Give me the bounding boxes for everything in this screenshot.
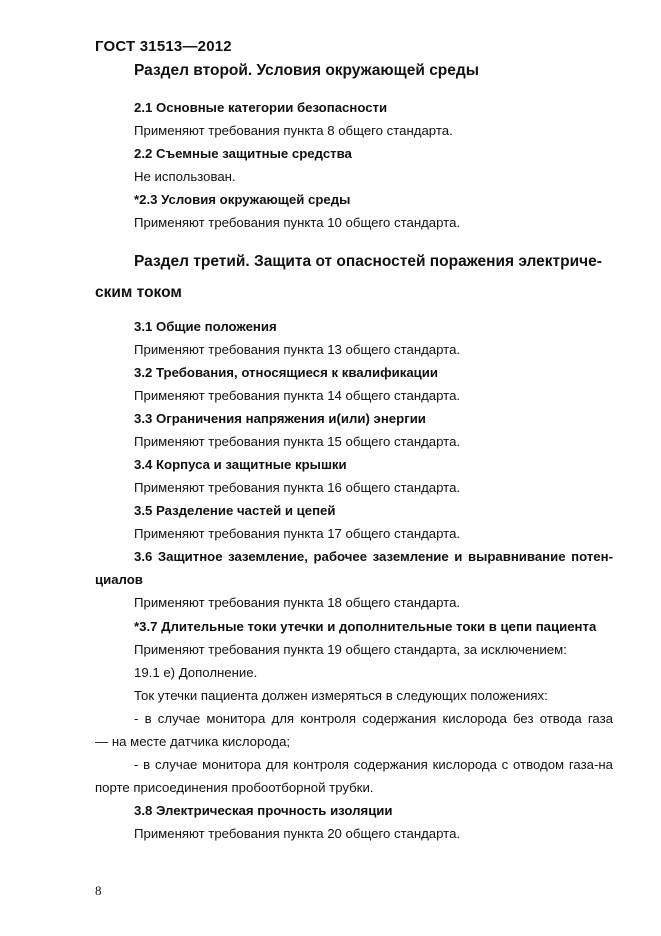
clause-3-4-text: Применяют требования пункта 16 общего стандарта.	[134, 480, 461, 495]
clause-2-3-text: Применяют требования пункта 10 общего стандарта.	[134, 215, 461, 230]
page-number: 8	[95, 883, 102, 898]
standard-header: ГОСТ 31513—2012	[95, 38, 232, 55]
section-2-title: Раздел второй. Условия окружающей среды	[134, 62, 479, 79]
clause-3-2-heading: 3.2 Требования, относящиеся к квалификации	[134, 365, 438, 380]
clause-3-2-text: Применяют требования пункта 14 общего стандарта.	[134, 388, 461, 403]
clause-3-5-heading: 3.5 Разделение частей и цепей	[134, 503, 336, 518]
clause-3-6-heading: 3.6 Защитное заземление, рабочее заземление и выравнивание потен-	[134, 549, 613, 564]
clause-2-1-heading: 2.1 Основные категории безопасности	[134, 100, 388, 115]
clause-3-7-subpoint: 19.1 е) Дополнение.	[134, 665, 258, 680]
clause-3-7-bullet-1-cont: — на месте датчика кислорода;	[95, 734, 291, 749]
clause-3-7-bullet-2-cont: порте присоединения пробоотборной трубки.	[95, 780, 374, 795]
clause-3-1-heading: 3.1 Общие положения	[134, 319, 277, 334]
clause-3-5-text: Применяют требования пункта 17 общего стандарта.	[134, 526, 461, 541]
section-3-title: Раздел третий. Защита от опасностей поражения электриче- ским током	[95, 253, 602, 301]
clause-3-7-text: Применяют требования пункта 19 общего стандарта, за исключением:	[134, 642, 567, 657]
clause-2-1-text: Применяют требования пункта 8 общего стандарта.	[134, 123, 453, 138]
clause-3-1-text: Применяют требования пункта 13 общего стандарта.	[134, 342, 461, 357]
clause-2-3-heading: *2.3 Условия окружающей среды	[134, 192, 351, 207]
clause-3-7-heading: *3.7 Длительные токи утечки и дополнительные токи в цепи пациента	[134, 619, 597, 634]
clause-3-4-heading: 3.4 Корпуса и защитные крышки	[134, 457, 347, 472]
clause-2-2-text: Не использован.	[134, 169, 236, 184]
clause-3-7-bullet-1: - в случае монитора для контроля содержания кислорода без отвода газа	[134, 711, 613, 726]
clause-3-6-text: Применяют требования пункта 18 общего стандарта.	[134, 595, 461, 610]
clause-3-8-text: Применяют требования пункта 20 общего стандарта.	[134, 826, 461, 841]
clause-3-8-heading: 3.8 Электрическая прочность изоляции	[134, 803, 393, 818]
clause-3-3-text: Применяют требования пункта 15 общего стандарта.	[134, 434, 461, 449]
clause-3-7-bullet-2: - в случае монитора для контроля содержания кислорода с отводом газа-на	[134, 757, 613, 772]
clause-3-3-heading: 3.3 Ограничения напряжения и(или) энергии	[134, 411, 426, 426]
clause-3-7-intro: Ток утечки пациента должен измеряться в следующих положениях:	[134, 688, 548, 703]
clause-3-6-heading-cont: циалов	[95, 572, 143, 587]
clause-2-2-heading: 2.2 Съемные защитные средства	[134, 146, 352, 161]
